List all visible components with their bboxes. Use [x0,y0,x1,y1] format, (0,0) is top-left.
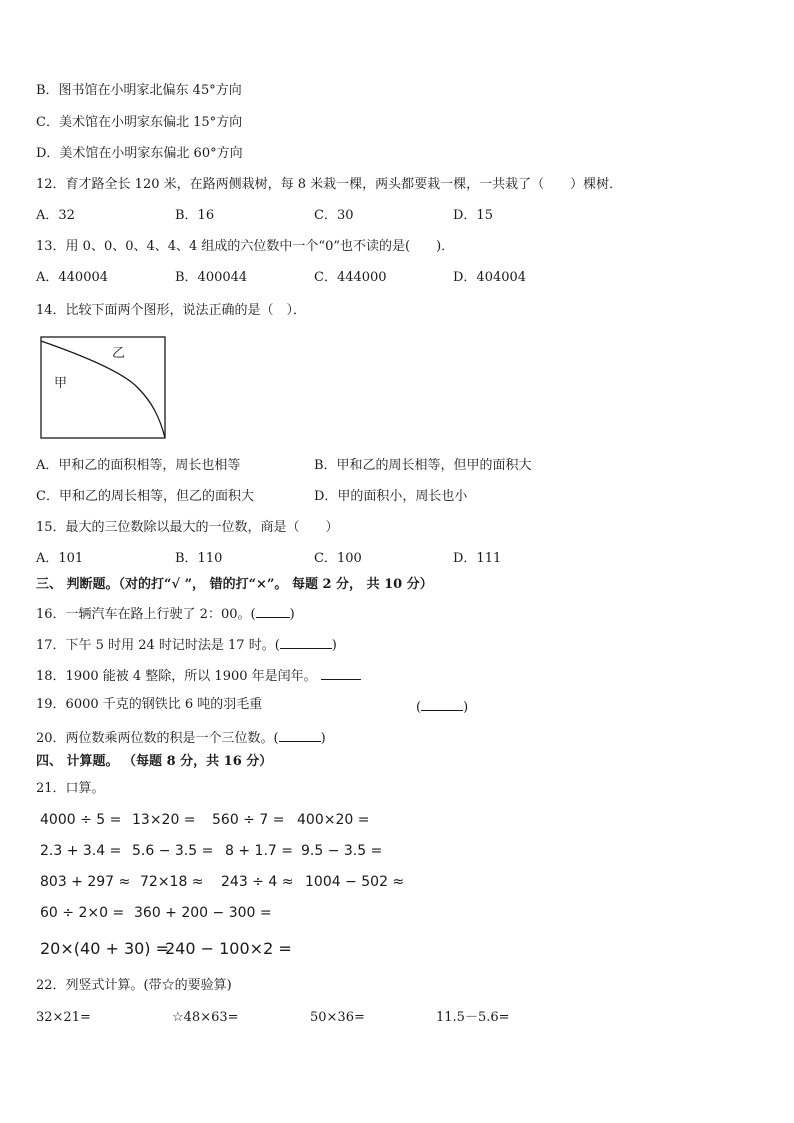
q14-stem: 14．比较下面两个图形，说法正确的是（ ）． [36,303,307,318]
q17-text: 17．下午 5 时用 24 时记时法是 17 时。( [36,638,280,653]
q21-row1-item1: 4000 ÷ 5 = [40,812,122,828]
q15-option-b: B．110 [175,551,223,566]
q18-text: 18．1900 能被 4 整除，所以 1900 年是闰年。 [36,669,317,684]
section-4-title: 四、 计算题。 （每题 8 分，共 16 分） [36,754,273,769]
q21-row3-item4: 1004 − 502 ≈ [305,874,405,890]
q21-row5-item1: 20×(40 + 30) = [40,939,170,958]
q13-option-c: C．444000 [314,270,387,285]
q13-option-d: D．404004 [453,270,527,285]
q21-row2-item1: 2.3 + 3.4 = [40,843,122,859]
q11-option-b: B．图书馆在小明家北偏东 45°方向 [36,83,242,98]
q22-item3: 50×36= [310,1010,365,1025]
q11-option-c: C．美术馆在小明家东偏北 15°方向 [36,115,243,130]
q20-answer-blank[interactable] [279,727,321,742]
q13-option-a: A．440004 [36,270,109,285]
q22-item4: 11.5－5.6= [436,1010,510,1025]
q19 [36,696,262,714]
q11-option-d: D．美术馆在小明家东偏北 60°方向 [36,146,243,161]
q21-row2-item3: 8 + 1.7 = [225,843,293,859]
q21-row5-item2: 240 − 100×2 = [165,939,292,958]
q14-figure-label-yi: 乙 [112,346,126,361]
section-3-title: 三、 判断题。（对的打“√ ”， 错的打“×”。 每题 2 分， 共 10 分） [36,577,433,592]
q18-answer-blank[interactable] [321,665,361,680]
q21-row2-item4: 9.5 − 3.5 = [301,843,383,859]
q15-stem: 15．最大的三位数除以最大的一位数，商是（ ） [36,520,339,535]
q14-figure [40,336,168,441]
q15-option-c: C．100 [314,551,362,566]
q19-answer [416,696,468,717]
q13-stem: 13．用 0、0、0、4、4、4 组成的六位数中一个“0”也不读的是( )． [36,239,455,254]
q16-close: ) [289,607,295,622]
q17-answer-blank[interactable] [280,634,332,649]
q19-open: ( [416,700,422,715]
q21-row3-item3: 243 ÷ 4 ≈ [221,874,294,890]
q14-option-a: A．甲和乙的面积相等，周长也相等 [36,458,241,473]
q15-option-a: A．101 [36,551,84,566]
q13-option-b: B．400044 [175,270,248,285]
q21-row4-item1: 60 ÷ 2×0 = [40,905,125,921]
q21-row3-item2: 72×18 ≈ [140,874,204,890]
q12-option-d: D．15 [453,208,493,223]
q15-option-d: D．111 [453,551,502,566]
q22-item2: ☆48×63= [172,1010,239,1025]
q20-text: 20．两位数乘两位数的积是一个三位数。( [36,731,279,746]
q22-title: 22．列竖式计算。(带☆的要验算) [36,978,232,993]
q21-row1-item4: 400×20 = [297,812,370,828]
q21-row1-item3: 560 ÷ 7 = [212,812,285,828]
q18 [36,665,361,686]
q17 [36,634,337,655]
q16-answer-blank[interactable] [256,603,290,618]
q12-stem: 12．育才路全长 120 米，在路两侧栽树，每 8 米栽一棵，两头都要栽一棵，一共栽了（ ）棵树． [36,177,623,192]
q21-title: 21．口算。 [36,781,105,796]
q12-option-a: A．32 [36,208,75,223]
q19-text: 19．6000 千克的钢铁比 6 吨的羽毛重 [36,697,263,712]
q21-row4-item2: 360 + 200 − 300 = [134,905,272,921]
q21-row3-item1: 803 + 297 ≈ [40,874,131,890]
q19-close: ) [463,700,469,715]
q21-row2-item2: 5.6 − 3.5 = [132,843,214,859]
q21-row1-item2: 13×20 = [132,812,196,828]
q16-text: 16．一辆汽车在路上行驶了 2：00。( [36,607,256,622]
q14-option-b: B．甲和乙的周长相等，但甲的面积大 [314,458,532,473]
q20 [36,727,326,748]
q12-option-b: B．16 [175,208,215,223]
q16 [36,603,295,624]
q12-option-c: C．30 [314,208,354,223]
q20-close: ) [320,731,326,746]
q17-close: ) [331,638,337,653]
q14-option-d: D．甲的面积小，周长也小 [314,489,468,504]
q22-item1: 32×21= [36,1010,91,1025]
q14-option-c: C．甲和乙的周长相等，但乙的面积大 [36,489,254,504]
q19-answer-blank[interactable] [421,696,463,711]
q14-figure-label-jia: 甲 [54,376,68,391]
